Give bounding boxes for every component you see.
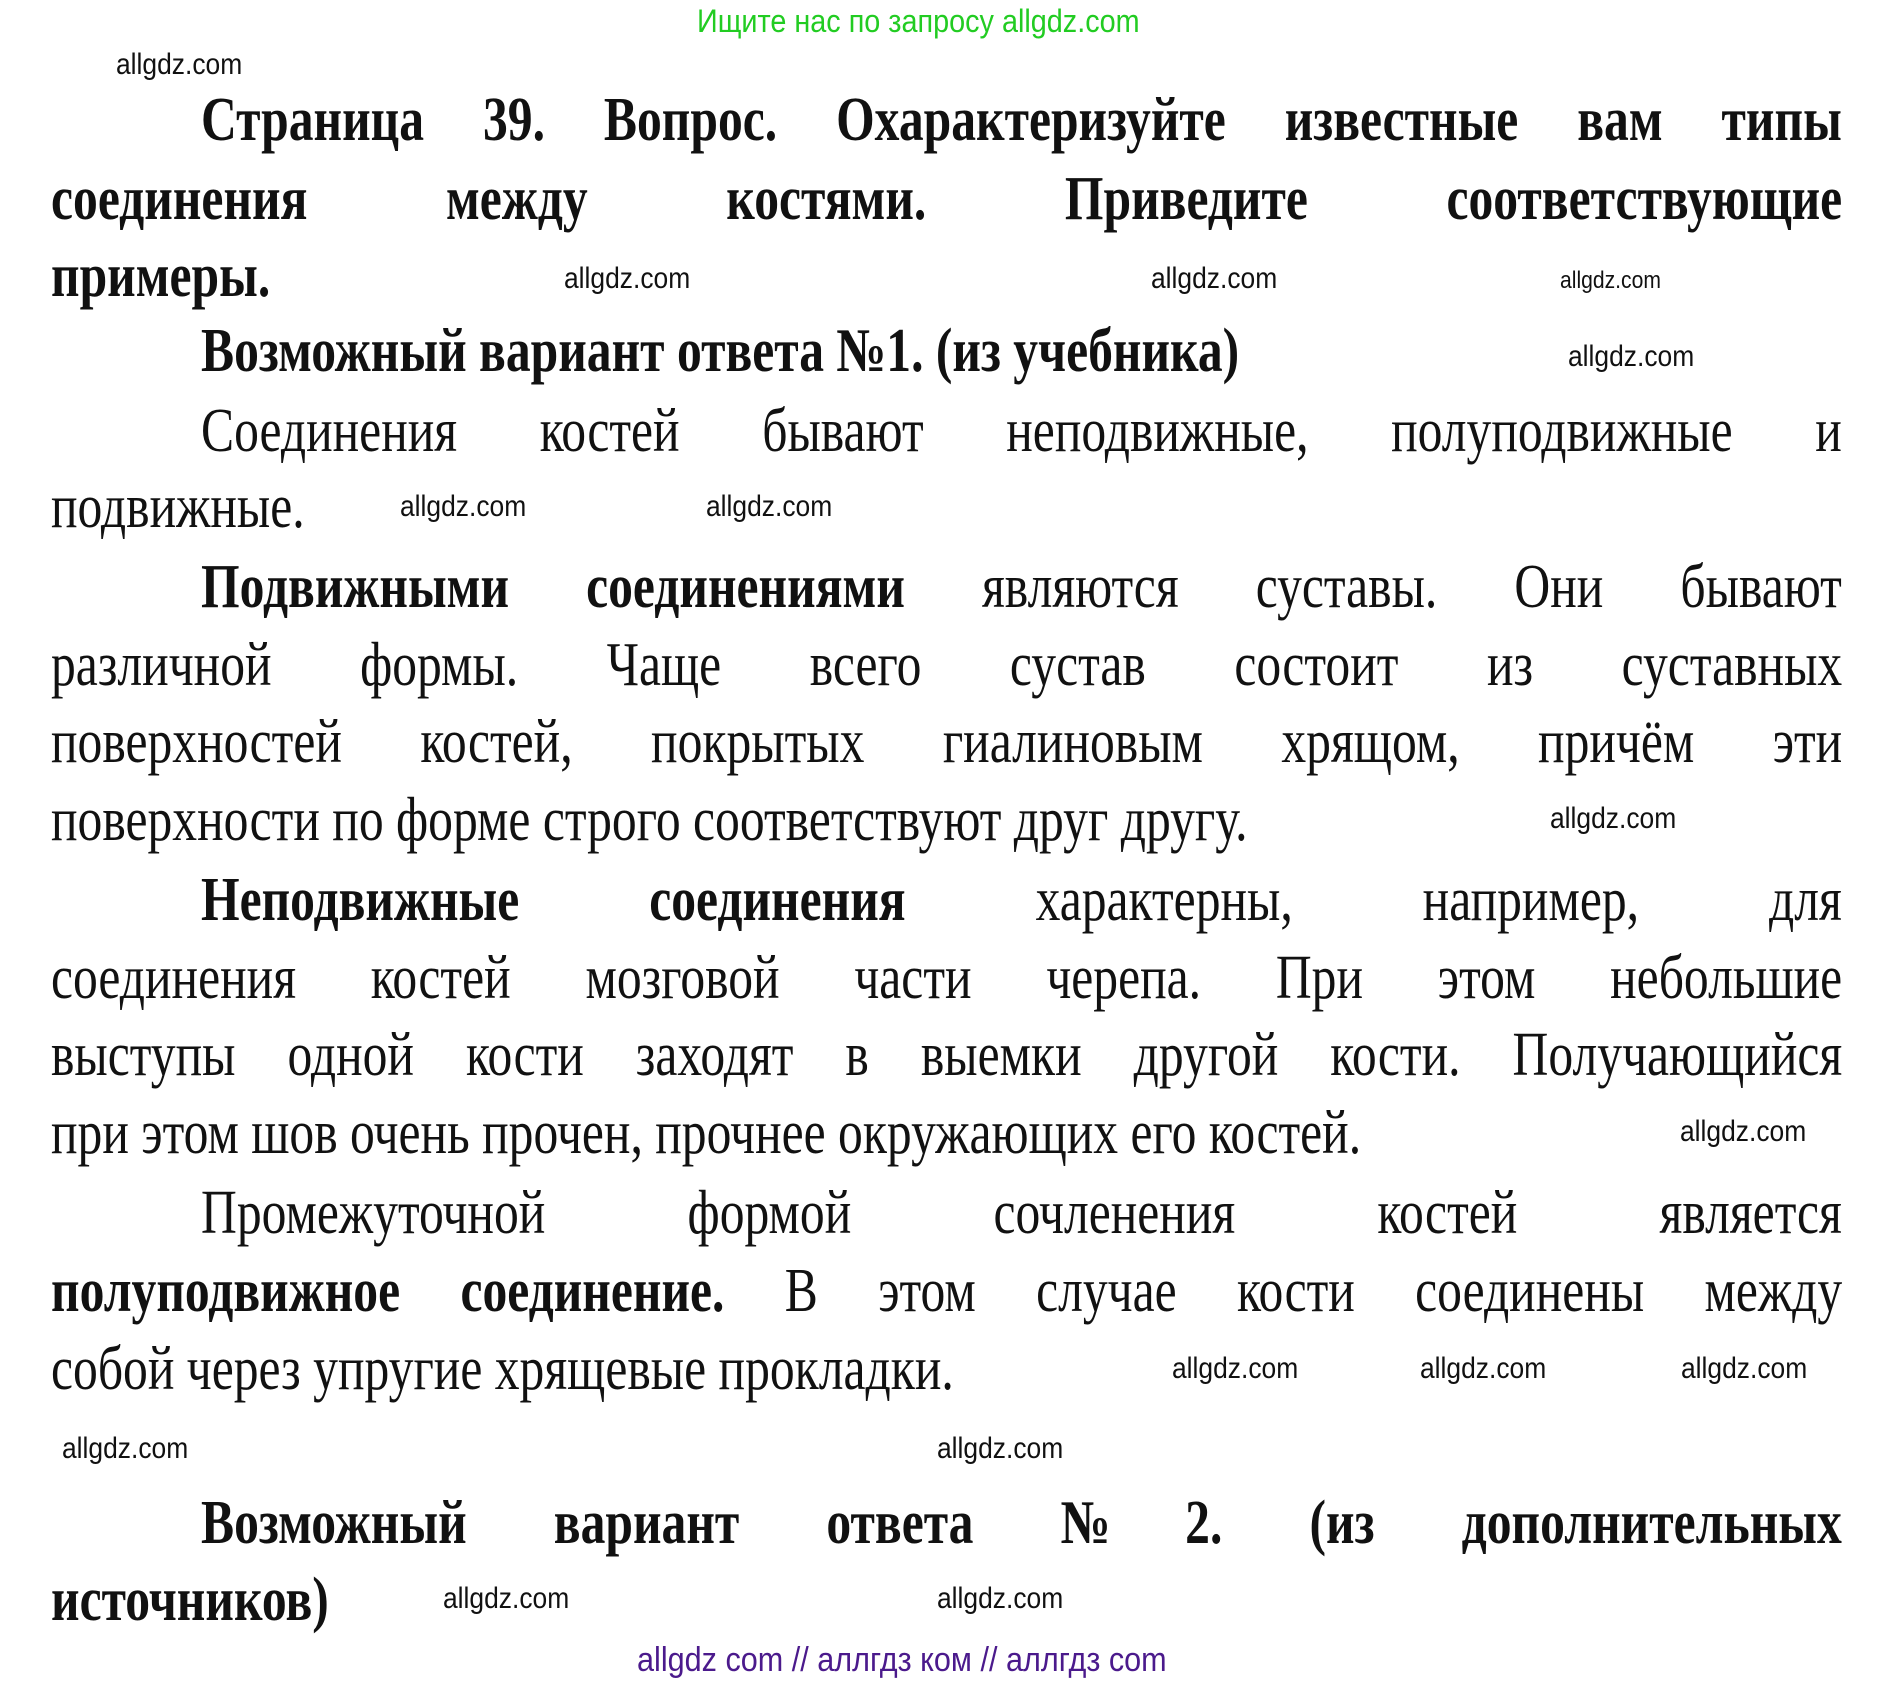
answer2-heading: Возможный вариант ответа №2. (из дополнительных	[201, 1489, 1842, 1557]
watermark: allgdz.com	[443, 1582, 570, 1615]
question-line: соединения между костями. Приведите соответствующие	[51, 165, 1843, 233]
paragraph-line: соединения костей мозговой части черепа. При этом небольшие	[51, 944, 1843, 1012]
paragraph-line: собой через упругие хрящевые прокладки.	[51, 1335, 954, 1403]
watermark: allgdz.com	[1681, 1352, 1808, 1385]
watermark: allgdz.com	[116, 48, 243, 81]
paragraph-line: Неподвижные соединения характерны, например, для	[201, 866, 1842, 934]
footer-banner: allgdz com // аллгдз ком // аллгдз com	[637, 1641, 1167, 1679]
paragraph-line: поверхностей костей, покрытых гиалиновым хрящом, причём эти	[51, 708, 1843, 776]
watermark: allgdz.com	[62, 1432, 189, 1465]
search-banner: Ищите нас по запросу allgdz.com	[697, 3, 1140, 39]
watermark: allgdz.com	[564, 262, 691, 295]
paragraph-line: при этом шов очень прочен, прочнее окружающих его костей.	[51, 1099, 1362, 1167]
answer1-heading: Возможный вариант ответа №1. (из учебника)	[201, 317, 1240, 385]
watermark: allgdz.com	[1151, 262, 1278, 295]
watermark: allgdz.com	[937, 1432, 1064, 1465]
paragraph-line: Соединения костей бывают неподвижные, полуподвижные и	[201, 397, 1842, 465]
watermark: allgdz.com	[706, 490, 833, 523]
paragraph-line: Подвижными соединениями являются суставы. Они бывают	[201, 553, 1842, 621]
paragraph-line: полуподвижное соединение. В этом случае кости соединены между	[51, 1257, 1843, 1325]
answer2-heading: источников)	[51, 1566, 329, 1634]
watermark: allgdz.com	[1560, 267, 1661, 294]
watermark: allgdz.com	[937, 1582, 1064, 1615]
watermark: allgdz.com	[1172, 1352, 1299, 1385]
paragraph-line: выступы одной кости заходят в выемки другой кости. Получающийся	[51, 1021, 1843, 1089]
watermark: allgdz.com	[400, 490, 527, 523]
question-line: примеры.	[51, 242, 271, 310]
paragraph-line: различной формы. Чаще всего сустав состоит из суставных	[51, 631, 1843, 699]
watermark: allgdz.com	[1680, 1115, 1807, 1148]
watermark: allgdz.com	[1550, 802, 1677, 835]
question-line: Страница 39. Вопрос. Охарактеризуйте известные вам типы	[201, 86, 1842, 154]
paragraph-line: Промежуточной формой сочленения костей является	[201, 1179, 1842, 1247]
watermark: allgdz.com	[1568, 340, 1695, 373]
paragraph-line: подвижные.	[51, 473, 305, 541]
watermark: allgdz.com	[1420, 1352, 1547, 1385]
paragraph-line: поверхности по форме строго соответствуют друг другу.	[51, 786, 1248, 854]
